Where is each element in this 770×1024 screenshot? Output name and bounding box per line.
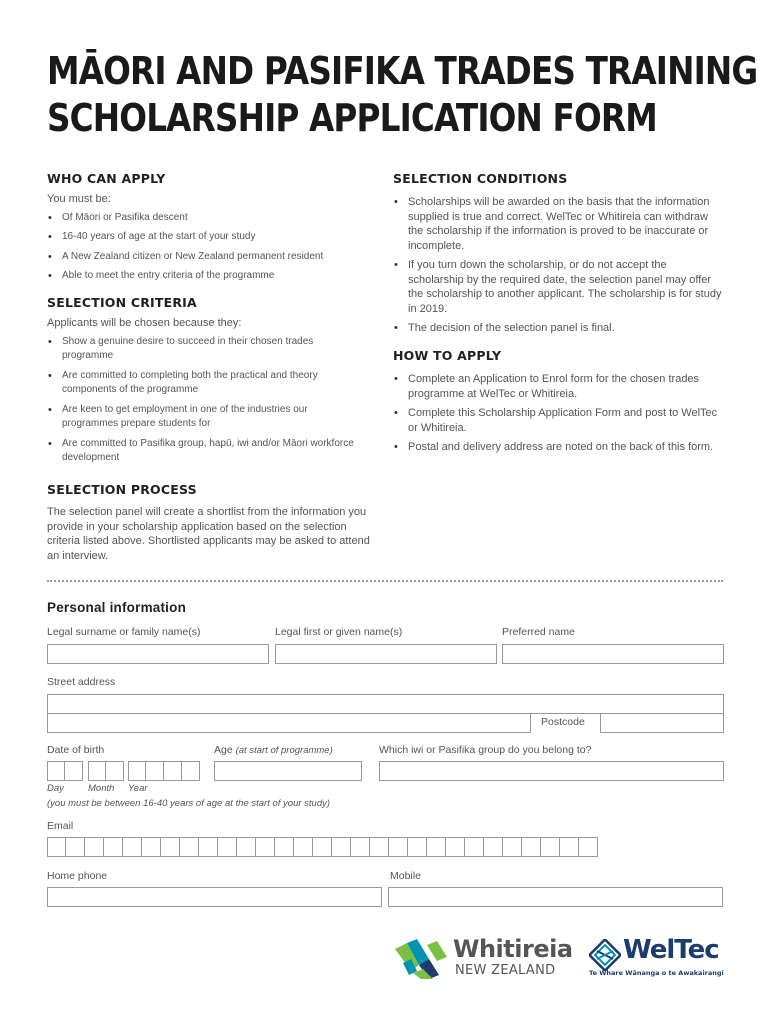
email-char-cell[interactable] bbox=[465, 837, 484, 857]
postcode-label: Postcode bbox=[541, 716, 585, 728]
digit-cell[interactable] bbox=[47, 761, 65, 781]
list-item: • Complete this Scholarship Application Form and post to WelTec or Whitireia. bbox=[393, 406, 725, 435]
selection-criteria-intro: Applicants will be chosen because they: bbox=[47, 317, 242, 329]
email-char-cell[interactable] bbox=[332, 837, 351, 857]
who-can-apply-section bbox=[47, 171, 377, 284]
home-phone-label: Home phone bbox=[47, 870, 108, 882]
whitireia-subtitle: NEW ZEALAND bbox=[455, 963, 556, 978]
age-note: (at start of programme) bbox=[235, 745, 333, 756]
page-title bbox=[47, 48, 758, 142]
dob-year-cells[interactable] bbox=[128, 761, 200, 781]
selection-conditions-list bbox=[393, 195, 725, 336]
selection-criteria-section bbox=[47, 295, 357, 466]
list-item: • Scholarships will be awarded on the basis that the information supplied is true and correct. WelTec or Whitireia can withdraw the scholarship if the information is proved to be inaccurate or incomplete. bbox=[393, 195, 725, 253]
email-label: Email bbox=[47, 820, 74, 832]
email-char-cell[interactable] bbox=[66, 837, 85, 857]
given-name-field[interactable] bbox=[275, 644, 497, 664]
weltec-subtitle: Te Whare Wānanga o te Awakairangi bbox=[589, 969, 724, 977]
email-char-cell[interactable] bbox=[560, 837, 579, 857]
selection-process-section bbox=[47, 482, 379, 563]
street-address-field-line2[interactable] bbox=[47, 713, 531, 733]
who-can-apply-heading: WHO CAN APPLY bbox=[47, 171, 166, 186]
list-item: • If you turn down the scholarship, or do not accept the scholarship by the required date, the selection panel may offer the scholarship to another applicant. The scholarship is for study in 2019. bbox=[393, 258, 725, 316]
age-label bbox=[214, 744, 333, 756]
day-label: Day bbox=[47, 783, 64, 794]
digit-cell[interactable] bbox=[128, 761, 146, 781]
email-char-cell[interactable] bbox=[522, 837, 541, 857]
email-cells[interactable] bbox=[47, 837, 598, 857]
whitireia-wordmark: Whitireia bbox=[453, 935, 573, 963]
dob-month-cells[interactable] bbox=[88, 761, 124, 781]
email-char-cell[interactable] bbox=[237, 837, 256, 857]
title-line-2: SCHOLARSHIP APPLICATION FORM bbox=[47, 96, 657, 140]
email-char-cell[interactable] bbox=[313, 837, 332, 857]
email-char-cell[interactable] bbox=[123, 837, 142, 857]
list-item: • Complete an Application to Enrol form for the chosen trades programme at WelTec or Whitireia. bbox=[393, 372, 725, 401]
digit-cell[interactable] bbox=[182, 761, 200, 781]
age-field[interactable] bbox=[214, 761, 362, 781]
email-char-cell[interactable] bbox=[199, 837, 218, 857]
list-item: • Are committed to completing both the practical and theory components of the programme bbox=[47, 369, 357, 398]
digit-cell[interactable] bbox=[146, 761, 164, 781]
weltec-mark-icon bbox=[589, 939, 621, 971]
email-char-cell[interactable] bbox=[47, 837, 66, 857]
digit-cell[interactable] bbox=[106, 761, 124, 781]
list-item: • A New Zealand citizen or New Zealand permanent resident bbox=[47, 250, 377, 265]
age-label-text: Age bbox=[214, 744, 233, 756]
email-char-cell[interactable] bbox=[446, 837, 465, 857]
preferred-name-field[interactable] bbox=[502, 644, 724, 664]
email-char-cell[interactable] bbox=[275, 837, 294, 857]
email-char-cell[interactable] bbox=[408, 837, 427, 857]
mobile-field[interactable] bbox=[388, 887, 723, 907]
list-item: • Are committed to Pasifika group, hapū, iwi and/or Māori workforce development bbox=[47, 437, 357, 466]
email-char-cell[interactable] bbox=[351, 837, 370, 857]
digit-cell[interactable] bbox=[65, 761, 83, 781]
preferred-name-label: Preferred name bbox=[502, 626, 575, 638]
weltec-wordmark: WelTec bbox=[623, 935, 719, 965]
selection-conditions-heading: SELECTION CONDITIONS bbox=[393, 171, 568, 186]
email-char-cell[interactable] bbox=[161, 837, 180, 857]
list-item: • The decision of the selection panel is final. bbox=[393, 321, 725, 336]
email-char-cell[interactable] bbox=[85, 837, 104, 857]
list-item: • Are keen to get employment in one of the industries our programmes prepare students for bbox=[47, 403, 357, 432]
list-item: • 16-40 years of age at the start of your study bbox=[47, 230, 377, 245]
surname-field[interactable] bbox=[47, 644, 269, 664]
street-address-field[interactable] bbox=[47, 694, 724, 714]
weltec-logo bbox=[589, 936, 729, 981]
selection-criteria-heading: SELECTION CRITERIA bbox=[47, 295, 197, 310]
surname-label: Legal surname or family name(s) bbox=[47, 626, 201, 638]
selection-process-heading: SELECTION PROCESS bbox=[47, 482, 197, 497]
who-can-apply-list bbox=[47, 211, 377, 284]
how-to-apply-list bbox=[393, 372, 725, 455]
email-char-cell[interactable] bbox=[180, 837, 199, 857]
year-label: Year bbox=[128, 783, 148, 794]
title-line-1: MĀORI AND PASIFIKA TRADES TRAINING bbox=[47, 49, 758, 93]
home-phone-field[interactable] bbox=[47, 887, 382, 907]
how-to-apply-heading: HOW TO APPLY bbox=[393, 348, 502, 363]
email-char-cell[interactable] bbox=[256, 837, 275, 857]
personal-info-heading: Personal information bbox=[47, 600, 187, 615]
month-label: Month bbox=[88, 783, 115, 794]
selection-conditions-section bbox=[393, 171, 725, 336]
given-name-label: Legal first or given name(s) bbox=[275, 626, 403, 638]
list-item: • Of Māori or Pasifika descent bbox=[47, 211, 377, 226]
mobile-label: Mobile bbox=[390, 870, 421, 882]
list-item: • Show a genuine desire to succeed in their chosen trades programme bbox=[47, 335, 357, 364]
email-char-cell[interactable] bbox=[104, 837, 123, 857]
email-char-cell[interactable] bbox=[218, 837, 237, 857]
iwi-label: Which iwi or Pasifika group do you belong to? bbox=[379, 744, 592, 756]
whitireia-logo bbox=[393, 935, 578, 980]
who-can-apply-intro: You must be: bbox=[47, 193, 111, 205]
digit-cell[interactable] bbox=[164, 761, 182, 781]
selection-process-text: The selection panel will create a shortlist from the information you provide in your scholarship application based on the selection criteria listed above. Shortlisted applicants may be asked to attend an interview. bbox=[47, 506, 370, 562]
digit-cell[interactable] bbox=[88, 761, 106, 781]
dob-label: Date of birth bbox=[47, 744, 105, 756]
section-divider bbox=[47, 580, 723, 582]
street-address-label: Street address bbox=[47, 676, 116, 688]
email-char-cell[interactable] bbox=[503, 837, 522, 857]
email-char-cell[interactable] bbox=[579, 837, 598, 857]
dob-day-cells[interactable] bbox=[47, 761, 83, 781]
postcode-field[interactable] bbox=[600, 713, 724, 733]
how-to-apply-section bbox=[393, 348, 725, 455]
email-char-cell[interactable] bbox=[541, 837, 560, 857]
age-range-note: (you must be between 16-40 years of age at the start of your study) bbox=[47, 798, 331, 809]
email-char-cell[interactable] bbox=[294, 837, 313, 857]
selection-criteria-list bbox=[47, 335, 357, 466]
list-item: • Able to meet the entry criteria of the programme bbox=[47, 269, 377, 284]
email-char-cell[interactable] bbox=[142, 837, 161, 857]
iwi-field[interactable] bbox=[379, 761, 724, 781]
email-char-cell[interactable] bbox=[370, 837, 389, 857]
email-char-cell[interactable] bbox=[389, 837, 408, 857]
list-item: • Postal and delivery address are noted on the back of this form. bbox=[393, 440, 725, 455]
email-char-cell[interactable] bbox=[484, 837, 503, 857]
whitireia-mark-icon bbox=[393, 935, 453, 980]
email-char-cell[interactable] bbox=[427, 837, 446, 857]
